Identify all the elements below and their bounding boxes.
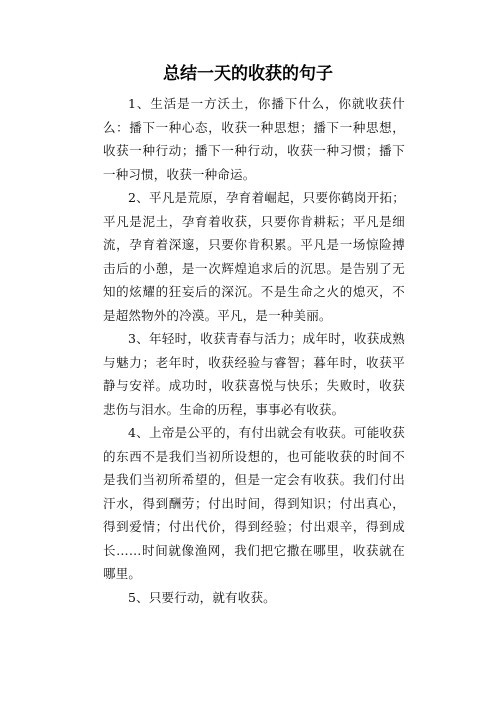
- paragraph-2: 2、平凡是荒原，孕育着崛起，只要你鹤岗开拓；平凡是泥土，孕育着收获，只要你肯耕耘；平凡是细流，孕育着深邃，只要你肯积累。平凡是一场惊险搏击后的小憩，是一次辉煌追求后的沉思。是告别了无知的炫耀的狂妄后的深沉。不是生命之火的熄灭，不是超然物外的冷漠。平凡，是一种美丽。: [103, 190, 405, 323]
- paragraph-5: 5、只要行动，就有收获。: [128, 589, 276, 605]
- document-body: [103, 92, 405, 609]
- document-title: 总结一天的收获的句子: [163, 64, 333, 84]
- paragraph-3: 3、年轻时，收获青春与活力；成年时，收获成熟与魅力；老年时，收获经验与睿智；暮年时，收获平静与安祥。成功时，收获喜悦与快乐；失败时，收获悲伤与泪水。生命的历程，事事必有收获。: [103, 331, 405, 417]
- paragraph-4: 4、上帝是公平的，有付出就会有收获。可能收获的东西不是我们当初所设想的，也可能收获的时间不是我们当初所希望的，但是一定会有收获。我们付出汗水，得到酬劳；付出时间，得到知识；付出真心，得到爱情；付出代价，得到经验；付出艰辛，得到成长……时间就像渔网，我们把它撒在哪里，收获就在哪里。: [103, 425, 405, 581]
- paragraph-1: 1、生活是一方沃土，你播下什么，你就收获什么：播下一种心态，收获一种思想；播下一种思想，收获一种行动；播下一种行动，收获一种习惯；播下一种习惯，收获一种命运。: [103, 96, 405, 182]
